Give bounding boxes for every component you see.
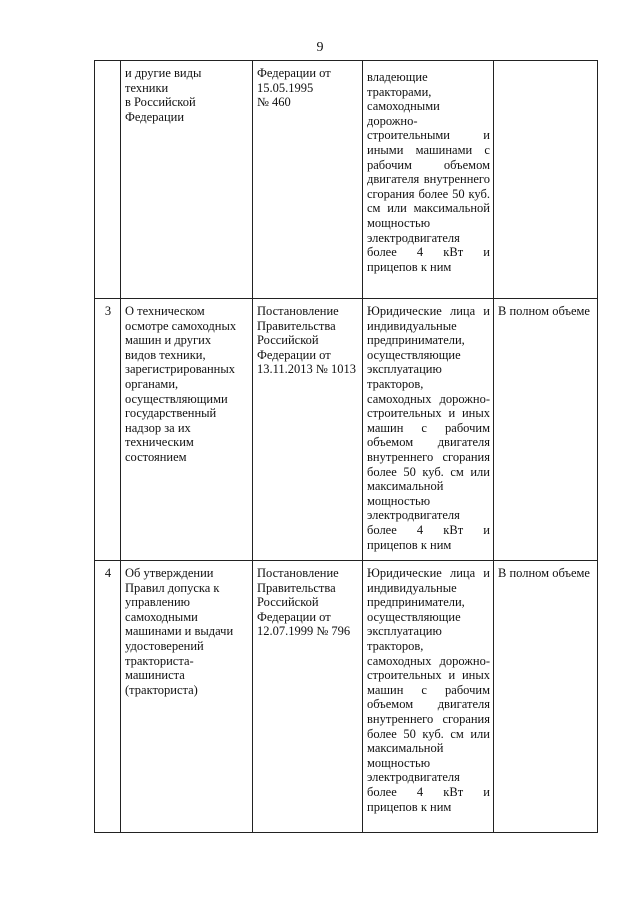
regulations-table: [94, 60, 598, 833]
table-body: [95, 61, 598, 833]
normative-act: [253, 299, 363, 561]
subjects-line: владеющие: [367, 70, 428, 84]
application-scope: В полном объеме: [494, 299, 598, 561]
act-title-line: государственный: [125, 406, 217, 421]
act-title-line: машин и других: [125, 333, 212, 348]
subjects-line: мощностью: [367, 215, 431, 230]
subjects-line: предприниматели,: [367, 595, 465, 610]
act-title-line: надзор за их: [125, 420, 191, 435]
subjects-line: осуществляющие: [367, 347, 461, 362]
subjects-line: тракторами,: [367, 84, 432, 99]
act-title-line: управлению: [125, 595, 190, 610]
act-title-line: состоянием: [125, 449, 187, 464]
act-title-line: в Российской: [125, 95, 196, 110]
subjects-line: рабочим объемом: [367, 157, 490, 172]
act-title-line: и другие виды: [125, 66, 202, 80]
act-title-line: тракториста-: [125, 653, 194, 668]
subjects-line: более 4 кВт и: [367, 522, 490, 537]
act-title-line: Об утверждении: [125, 566, 214, 580]
row-number: 4: [95, 561, 121, 833]
subjects-line: машин с рабочим: [367, 420, 490, 435]
normative-act-line: Российской: [257, 595, 319, 610]
normative-act-line: Федерации от: [257, 66, 331, 80]
subjects-line: машин с рабочим: [367, 682, 490, 697]
subjects-line: осуществляющие: [367, 609, 461, 624]
subjects-line: двигателя внутреннего: [367, 172, 490, 187]
normative-act-line: Правительства: [257, 580, 336, 595]
subjects-line: индивидуальные: [367, 580, 457, 595]
subjects-line: строительными и: [367, 128, 490, 143]
subjects-line: строительных и иных: [367, 406, 490, 421]
subjects-line: тракторов,: [367, 376, 424, 391]
act-title-line: самоходными: [125, 609, 198, 624]
subjects-line: эксплуатацию: [367, 624, 442, 639]
act-title-line: техники: [125, 80, 169, 95]
subjects-line: внутреннего сгорания: [367, 449, 490, 464]
subjects-line: внутреннего сгорания: [367, 711, 490, 726]
subjects-line: мощностью: [367, 755, 431, 770]
page-number: 9: [316, 40, 324, 55]
subjects-line: индивидуальные: [367, 318, 457, 333]
subjects-line: мощностью: [367, 493, 431, 508]
act-title-line: машинами и выдачи: [125, 624, 234, 639]
act-title-line: О техническом: [125, 304, 205, 318]
subjects-line: более 50 куб. см или: [367, 726, 490, 741]
application-scope: [494, 61, 598, 299]
act-title: [121, 299, 253, 561]
normative-act-line: Федерации от: [257, 609, 331, 624]
subjects-line: более 4 кВт и: [367, 784, 490, 799]
subjects-line: более 4 кВт и: [367, 245, 490, 260]
subjects-line: дорожно-: [367, 113, 418, 128]
regulated-subjects: [363, 299, 494, 561]
subjects-line: самоходных дорожно-: [367, 653, 490, 668]
normative-act-line: Постановление: [257, 566, 339, 580]
subjects-line: электродвигателя: [367, 770, 460, 785]
act-title-line: удостоверений: [125, 638, 204, 653]
subjects-line: электродвигателя: [367, 508, 460, 523]
normative-act-line: Российской: [257, 333, 319, 348]
subjects-line: Юридические лица и: [367, 304, 490, 318]
normative-act-line: 12.07.1999 № 796: [257, 624, 351, 639]
subjects-line: сгорания более 50 куб.: [367, 186, 490, 201]
subjects-line: иными машинами с: [367, 142, 490, 157]
act-title-line: органами,: [125, 376, 179, 391]
subjects-line: объемом двигателя: [367, 697, 490, 712]
act-title-line: техническим: [125, 435, 194, 450]
subjects-line: эксплуатацию: [367, 362, 442, 377]
subjects-line: см или максимальной: [367, 201, 490, 216]
subjects-line: тракторов,: [367, 638, 424, 653]
normative-act-line: Федерации от: [257, 347, 331, 362]
normative-act-line: Правительства: [257, 318, 336, 333]
subjects-line: Юридические лица и: [367, 566, 490, 580]
act-title-line: осуществляющими: [125, 391, 228, 406]
act-title-line: Правил допуска к: [125, 580, 220, 595]
subjects-line: максимальной: [367, 479, 444, 494]
row-number: 3: [95, 299, 121, 561]
normative-act-line: 15.05.1995: [257, 80, 314, 95]
regulated-subjects: [363, 61, 494, 299]
subjects-line: строительных и иных: [367, 668, 490, 683]
table-row: [95, 61, 598, 299]
table-row: [95, 299, 598, 561]
normative-act-line: Постановление: [257, 304, 339, 318]
act-title-line: видов техники,: [125, 347, 206, 362]
subjects-line: более 50 куб. см или: [367, 464, 490, 479]
act-title-line: осмотре самоходных: [125, 318, 237, 333]
normative-act: [253, 561, 363, 833]
act-title: [121, 561, 253, 833]
subjects-line: объемом двигателя: [367, 435, 490, 450]
subjects-line: прицепов к ним: [367, 537, 452, 552]
row-number: [95, 61, 121, 299]
subjects-line: прицепов к ним: [367, 259, 452, 274]
subjects-line: максимальной: [367, 741, 444, 756]
act-title-line: зарегистрированных: [125, 362, 236, 377]
normative-act-line: № 460: [257, 95, 291, 110]
regulated-subjects: [363, 561, 494, 833]
act-title-line: машиниста: [125, 668, 185, 683]
application-scope: В полном объеме: [494, 561, 598, 833]
subjects-line: прицепов к ним: [367, 799, 452, 814]
subjects-line: предприниматели,: [367, 333, 465, 348]
act-title-line: (тракториста): [125, 682, 198, 697]
act-title: [121, 61, 253, 299]
subjects-line: электродвигателя: [367, 230, 460, 245]
normative-act-line: 13.11.2013 № 1013: [257, 362, 356, 377]
act-title-line: Федерации: [125, 109, 185, 124]
normative-act: [253, 61, 363, 299]
subjects-line: самоходных дорожно-: [367, 391, 490, 406]
table-row: [95, 561, 598, 833]
subjects-line: самоходными: [367, 99, 440, 114]
